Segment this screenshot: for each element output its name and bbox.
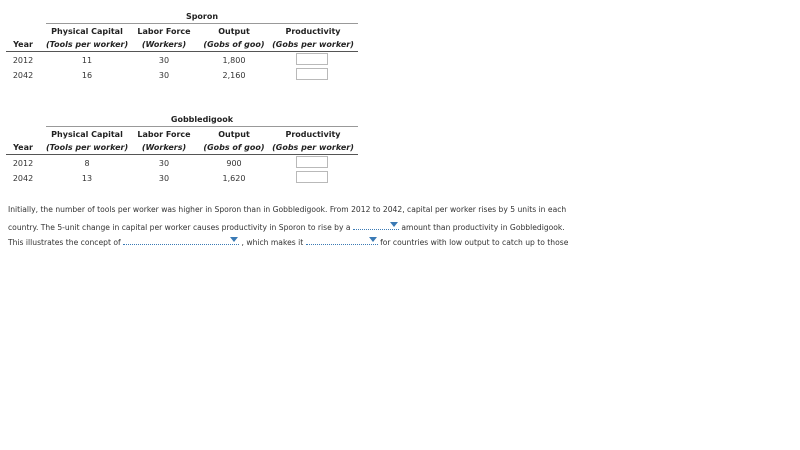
col-header-year: Year [13,40,33,49]
line3-text-c: for countries with low output to catch up to those [380,238,569,247]
title-rule [46,126,358,127]
chevron-down-icon [369,237,377,242]
productivity-input[interactable] [296,68,328,80]
paragraph-line-1: Initially, the number of tools per worker was higher in Sporon than in Gobbledigook. From 2012 to 2042, capital per worker rises by 5 units in each [8,205,567,214]
cell-year: 2042 [12,174,34,183]
header-rule [6,154,358,155]
cell-labor: 30 [158,56,170,65]
ease-dropdown[interactable] [306,235,378,245]
gobbledigook-table [6,113,366,193]
productivity-input[interactable] [296,53,328,65]
cell-output: 900 [226,159,242,168]
table-title: Gobbledigook [170,115,234,124]
col-unit-output: (Gobs of goo) [203,40,265,49]
cell-year: 2012 [12,159,34,168]
cell-year: 2042 [12,71,34,80]
col-unit-output: (Gobs of goo) [203,143,265,152]
title-rule [46,23,358,24]
col-header-output: Output [218,130,250,139]
col-header-capital: Physical Capital [51,27,123,36]
col-unit-capital: (Tools per worker) [46,143,129,152]
cell-year: 2012 [12,56,34,65]
col-unit-labor: (Workers) [141,143,187,152]
line2-text-a: country. The 5-unit change in capital per worker causes productivity in Sporon to rise by a [8,223,351,232]
cell-output: 2,160 [222,71,246,80]
col-header-output: Output [218,27,250,36]
line3-text-b: , which makes it [241,238,304,247]
cell-capital: 11 [81,56,93,65]
cell-labor: 30 [158,71,170,80]
header-rule [6,51,358,52]
chevron-down-icon [390,222,398,227]
chevron-down-icon [230,237,238,242]
col-header-year: Year [13,143,33,152]
cell-capital: 8 [84,159,90,168]
amount-dropdown[interactable] [353,220,399,230]
line2-text-b: amount than productivity in Gobbledigook. [401,223,565,232]
col-header-labor: Labor Force [137,27,191,36]
col-unit-labor: (Workers) [141,40,187,49]
cell-output: 1,620 [222,174,246,183]
cell-output: 1,800 [222,56,246,65]
cell-labor: 30 [158,174,170,183]
col-header-capital: Physical Capital [51,130,123,139]
line3-text-a: This illustrates the concept of [8,238,121,247]
concept-dropdown[interactable] [123,235,239,245]
paragraph-line-2 [8,220,565,232]
col-unit-productivity: (Gobs per worker) [272,143,354,152]
productivity-input[interactable] [296,171,328,183]
table-title: Sporon [185,12,219,21]
col-unit-productivity: (Gobs per worker) [272,40,354,49]
paragraph-line-3 [8,235,568,247]
cell-capital: 13 [81,174,93,183]
cell-labor: 30 [158,159,170,168]
productivity-input[interactable] [296,156,328,168]
col-header-productivity: Productivity [285,27,341,36]
col-header-labor: Labor Force [137,130,191,139]
col-unit-capital: (Tools per worker) [46,40,129,49]
cell-capital: 16 [81,71,93,80]
col-header-productivity: Productivity [285,130,341,139]
sporon-table [6,10,366,90]
